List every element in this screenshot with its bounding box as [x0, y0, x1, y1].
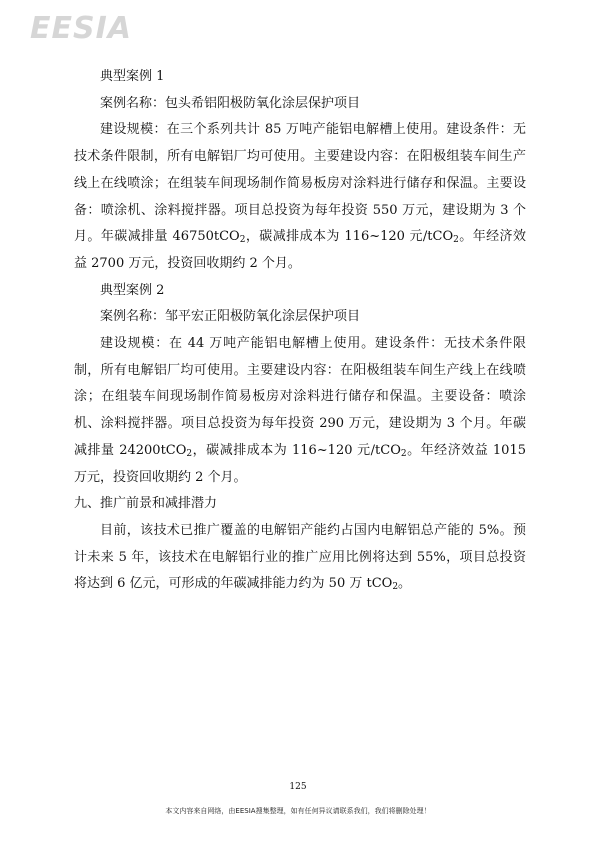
case1-heading: 典型案例 1: [100, 69, 165, 84]
section9-paragraph: 目前，该技术已推广覆盖的电解铝产能约占国内电解铝总产能的 5%。预计未来 5 年，该技术在电解铝行业的推广应用比例将达到 55%，项目总投资将达到 6 亿元，可形成的年碳减排能力约为 50 万 tCO$_2$。: [74, 522, 526, 593]
section9-heading: 九、推广前景和减排潜力: [74, 496, 218, 512]
case1-scale-paragraph: 建设规模：在三个系列共计 85 万吨产能铝电解槽上使用。建设条件：无技术条件限制，所有电解铝厂均可使用。主要建设内容：在阳极组装车间生产线上在线喷涂；在组装车间现场制作简易板房对涂料进行储存和保温。主要设备：喷涂机、涂料搅拌器。项目总投资为每年投资 550 万元，建设期为 3 个月。年碳减排量 46750tCO$_2$，碳减排成本为 116~120 元/tCO$_2$。年经济效益 2700 万元，投资回收期约 2 个月。: [74, 122, 526, 271]
document-body: [74, 64, 526, 598]
case1-name: 案例名称：包头希铝阳极防氧化涂层保护项目: [100, 95, 361, 111]
case2-name: 案例名称：邹平宏正阳极防氧化涂层保护项目: [100, 309, 361, 325]
footer-disclaimer: 本文内容来自网络，由EESIA搜集整理，如有任何异议请联系我们，我们将删除处理！: [165, 807, 431, 815]
eesia-logo: EESIA: [30, 11, 132, 46]
case2-scale-paragraph: 建设规模：在 44 万吨产能铝电解槽上使用。建设条件：无技术条件限制，所有电解铝厂均可使用。主要建设内容：在阳极组装车间生产线上在线喷涂；在组装车间现场制作简易板房对涂料进行储存和保温。主要设备：喷涂机、涂料搅拌器。项目总投资为每年投资 290 万元，建设期为 3 个月。年碳减排量 24200tCO$_2$，碳减排成本为 116~120 元/tCO$_2$。年经济效益 1015 万元，投资回收期约 2 个月。: [74, 336, 526, 485]
case2-heading: 典型案例 2: [100, 282, 165, 298]
page-number: 125: [289, 782, 307, 792]
